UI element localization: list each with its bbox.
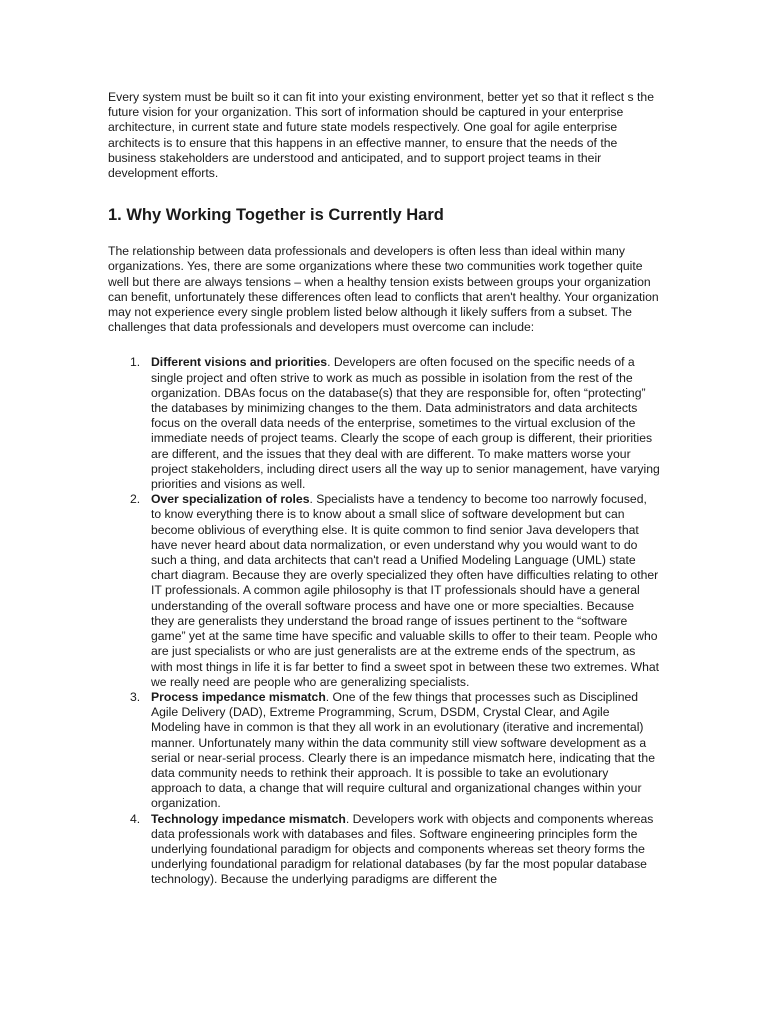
challenge-item-over-specialization	[108, 492, 660, 690]
challenge-number: 3.	[130, 689, 141, 704]
challenge-title: Over specialization of roles	[151, 492, 310, 507]
challenge-title: Different visions and priorities	[151, 355, 328, 370]
intro-paragraph: Every system must be built so it can fit into your existing environment, better yet so that it reflect s the future vision for your organization. This sort of information should be captured in your enterprise architecture, in current state and future state models respectively. One goal for agile enterprise architects is to ensure that this happens in an effective manner, to ensure that the needs of the business stakeholders are understood and anticipated, and to support project teams in their development efforts.	[108, 90, 654, 181]
challenge-number: 1.	[130, 355, 141, 370]
challenge-item-process-impedance	[108, 690, 660, 812]
challenge-item-different-visions	[108, 355, 660, 492]
challenges-list	[108, 355, 660, 887]
challenge-text: . Developers work with objects and components whereas data professionals work with databases and files. Software engineering principles form the underlying foundational paradigm for objects and components whereas set theory forms the underlying foundational paradigm for relational databases (by far the most popular database technology). Because the underlying paradigms are different the	[151, 811, 654, 887]
challenge-item-technology-impedance	[108, 812, 660, 888]
challenge-number: 2.	[130, 492, 141, 507]
challenge-text: . Developers are often focused on the specific needs of a single project and often strive to work as much as possible in isolation from the rest of the organization. DBAs focus on the database(s) that they are responsible for, often “protecting” the databases by minimizing changes to the them. Data administrators and data architects focus on the overall data needs of the enterprise, sometimes to the virtual exclusion of the immediate needs of project teams. Clearly the scope of each group is different, their priorities are different, and the issues that they deal with are different. To make matters worse your project stakeholders, including direct users all the way up to senior management, have varying priorities and visions as well.	[151, 355, 660, 492]
section-heading: 1. Why Working Together is Currently Hard	[108, 206, 444, 225]
section-paragraph: The relationship between data professionals and developers is often less than ideal within many organizations. Yes, there are some organizations where these two communities work together quite well but there are always tensions – when a healthy tension exists between groups your organization can benefit, unfortunately these differences often lead to conflicts that aren't healthy. Your organization may not experience every single problem listed below although it likely suffers from a subset. The challenges that data professionals and developers must overcome can include:	[108, 244, 659, 335]
challenge-number: 4.	[130, 811, 141, 826]
challenge-text: . One of the few things that processes such as Disciplined Agile Delivery (DAD), Extreme Programming, Scrum, DSDM, Crystal Clear, and Agile Modeling have in common is that they all work in an evolutionary (iterative and incremental) manner. Unfortunately many within the data community still view software development as a serial or near-serial process. Clearly there is an impedance mismatch here, indicating that the data community needs to rethink their approach. It is possible to take an evolutionary approach to data, a change that will require cultural and organizational changes within your organization.	[151, 689, 655, 811]
document-page	[108, 90, 660, 888]
challenge-text: . Specialists have a tendency to become too narrowly focused, to know everything there is to know about a small slice of software development but can become oblivious of everything else. It is quite common to find senior Java developers that have never heard about data normalization, or even understand why you would want to do such a thing, and data architects that can't read a Unified Modeling Language (UML) state chart diagram. Because they are overly specialized they often have difficulties relating to other IT professionals. A common agile philosophy is that IT professionals should have a general understanding of the overall software process and have one or more specialties. Because they are generalists they understand the broad range of issues pertinent to the “software game” yet at the same time have specific and valuable skills to offer to their team. People who are just specialists or who are just generalists are at the extreme ends of the spectrum, as with most things in life it is far better to find a sweet spot in between these two extremes. What we really need are people who are generalizing specialists.	[151, 492, 660, 689]
challenge-title: Process impedance mismatch	[151, 689, 326, 704]
challenge-title: Technology impedance mismatch	[151, 811, 346, 826]
